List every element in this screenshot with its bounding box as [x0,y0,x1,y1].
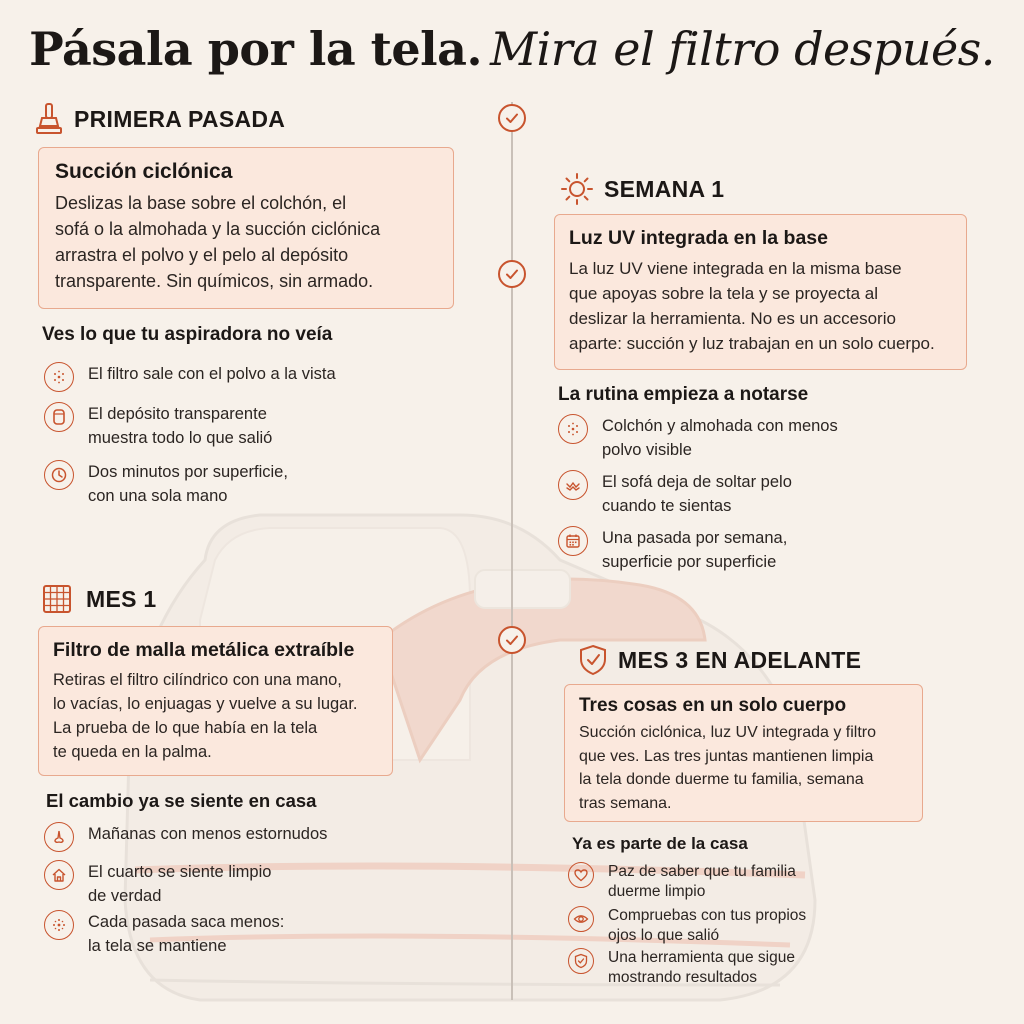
card-body: Retiras el filtro cilíndrico con una mano, lo vacías, lo enjuagas y vuelve a su lugar. La prueba de lo que había en la tela te queda en la palma. [53,671,358,761]
list-item-text: Colchón y almohada con menos polvo visible [602,417,838,459]
eye-icon [568,906,594,932]
card-title: Succión ciclónica [55,160,233,183]
section-heading-text: MES 1 [86,585,157,612]
list-item-text: Compruebas con tus propios ojos lo que salió [608,907,807,944]
subheading-mes1: El cambio ya se siente en casa [46,790,317,811]
list-item-text: El sofá deja de soltar pelo cuando te sientas [602,473,792,515]
card-succion [38,147,454,309]
list-item-text: El filtro sale con el polvo a la vista [88,365,336,383]
section-heading-mes3 [578,644,861,676]
calendar-icon [558,526,588,556]
subheading-primera: Ves lo que tu aspiradora no veía [42,324,333,345]
home-icon [44,860,74,890]
card-body: Succión ciclónica, luz UV integrada y filtro que ves. Las tres juntas mantienen limpia la tela donde duerme tu familia, semana tras semana. [579,724,877,812]
check-icon [498,104,526,132]
card-body: La luz UV viene integrada en la misma base que apoyas sobre la tela y se proyecta al deslizar la herramienta. No es un accesorio aparte: succión y luz trabajan en un solo cuerpo. [569,259,935,353]
list-item [44,860,271,908]
hair-icon [558,470,588,500]
dust-icon [558,414,588,444]
list-item-text: Una pasada por semana, superficie por superficie [602,529,788,571]
list-item [568,906,806,946]
list-item-text: Cada pasada saca menos: la tela se mantiene [88,913,285,955]
card-luz-uv [554,214,967,370]
list-item [558,414,838,462]
list-item [568,948,795,988]
card-filtro [38,626,393,776]
section-heading-primera [34,102,285,136]
list-item [44,910,284,958]
list-item-text: El cuarto se siente limpio de verdad [88,863,272,905]
list-item-text: Dos minutos por superficie, con una sola mano [88,463,288,505]
list-item [558,470,792,518]
sparkle-icon [44,910,74,940]
sun-icon [560,172,594,206]
card-title: Tres cosas en un solo cuerpo [579,695,847,716]
shield-check-icon [568,948,594,974]
clock-icon [44,460,74,490]
list-item [558,526,787,574]
card-body: Deslizas la base sobre el colchón, el sofá o la almohada y la succión ciclónica arrastra el polvo y el pelo al depósito transparente. Sin químicos, sin armado. [55,193,381,291]
headline-main: Pásala por la tela. [29,22,482,76]
timeline-line [511,102,513,1000]
list-item [568,862,796,902]
check-icon [498,626,526,654]
shield-icon [578,644,608,676]
list-item-text: El depósito transparente muestra todo lo que salió [88,405,273,447]
headline [0,22,1024,76]
list-item-text: Una herramienta que sigue mostrando resultados [608,949,795,986]
card-tres-cosas [564,684,923,822]
headline-italic: Mira el filtro después. [489,22,995,76]
heart-icon [568,862,594,888]
section-heading-mes1 [42,584,157,614]
section-heading-semana [560,172,724,206]
list-item-text: Paz de saber que tu familia duerme limpio [608,863,796,900]
section-heading-text: PRIMERA PASADA [74,105,286,132]
card-title: Filtro de malla metálica extraíble [53,639,355,661]
list-item-text: Mañanas con menos estornudos [88,825,328,843]
section-heading-text: MES 3 EN ADELANTE [618,646,862,673]
card-title: Luz UV integrada en la base [569,227,828,249]
subheading-mes3: Ya es parte de la casa [572,834,748,853]
list-item [44,402,272,450]
section-heading-text: SEMANA 1 [604,175,725,202]
mesh-filter-icon [42,584,72,614]
list-item [44,460,288,508]
nose-icon [44,822,74,852]
vacuum-icon [34,102,64,136]
canister-icon [44,402,74,432]
list-item [44,362,336,392]
check-icon [498,260,526,288]
list-item [44,822,327,852]
subheading-semana: La rutina empieza a notarse [558,384,809,405]
dust-icon [44,362,74,392]
